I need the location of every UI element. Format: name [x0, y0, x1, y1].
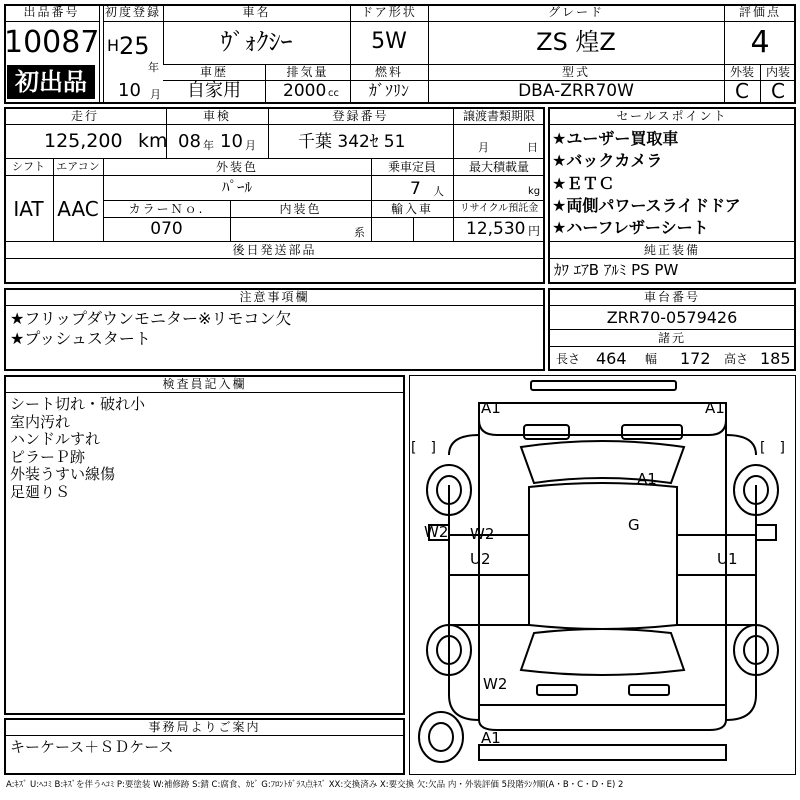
first-reg-label: 初度登録 [104, 5, 161, 19]
history: 自家用 [187, 80, 241, 101]
diagram-bracket: [ ] [760, 440, 785, 456]
displacement: 2000 [283, 81, 327, 101]
recycle-unit: 円 [528, 224, 541, 238]
aircon: AAC [57, 197, 99, 221]
later-parts-label: 後日発送部品 [232, 243, 317, 257]
car-name-label: 車名 [242, 5, 271, 19]
color-no-label: カラーＮｏ. [128, 202, 205, 216]
inspection-month-unit: 月 [245, 139, 256, 152]
first-listing-label: 初出品 [15, 68, 87, 96]
inspection-year-unit: 年 [203, 139, 214, 152]
inspector-item: 足廻りＳ [10, 483, 71, 501]
notes-item: ★フリップダウンモニター※リモコン欠 [10, 309, 292, 328]
car-outline-diagram [409, 375, 796, 775]
inspector-item: 外装うすい線傷 [10, 465, 116, 483]
sales-point-item: ★ユーザー買取車 [552, 129, 679, 148]
first-reg-month-unit: 月 [150, 88, 161, 101]
score: 4 [750, 25, 770, 60]
grade-label: グレード [547, 5, 604, 19]
notes-label: 注意事項欄 [239, 290, 310, 304]
notes-item: ★プッシュスタート [10, 329, 151, 348]
shift: IAT [13, 197, 44, 221]
reg-no-label: 登録番号 [332, 109, 389, 123]
fuel: ｶﾞｿﾘﾝ [368, 81, 409, 100]
inspection-label: 車検 [202, 109, 231, 123]
damage-mark: W2 [424, 523, 449, 541]
width-label: 幅 [645, 352, 658, 366]
door-type: 5W [371, 29, 407, 54]
sales-point-item: ★ＥＴＣ [552, 174, 615, 193]
displacement-unit: cc [328, 88, 339, 99]
sales-point-item: ★両側パワースライドドア [552, 196, 741, 215]
dims-label: 諸元 [657, 331, 686, 345]
shift-label: シフト [12, 160, 45, 173]
height: 185 [760, 349, 791, 368]
transfer-month-unit: 月 [478, 141, 489, 154]
int-color-unit: 系 [354, 226, 365, 239]
legend: A:ｷｽﾞ U:ﾍｺﾐ B:ｷｽﾞを伴うﾍｺﾐ P:要塗装 W:補修跡 S:錆 C:腐食、ｶﾋﾞ G:ﾌﾛﾝﾄｶﾞﾗｽ点ｷｽﾞ XX:交換済み X:要交換 欠:欠品 内・外装評価 5段階ﾗﾝｸ順(A・B・C・D・E) 2 [6, 780, 624, 790]
import-label: 輸入車 [390, 202, 433, 216]
inspection-year: 08 [178, 131, 201, 152]
length: 464 [596, 349, 627, 368]
inspector-item: 室内汚れ [10, 413, 71, 431]
damage-mark: W2 [470, 525, 495, 543]
displacement-label: 排気量 [286, 65, 329, 79]
first-reg-year-unit: 年 [148, 61, 159, 74]
model-code: DBA-ZRR70W [518, 81, 634, 101]
damage-mark: A1 [481, 399, 501, 417]
sales-points-label: セールスポイント [616, 109, 728, 123]
int-score-label: 内装 [765, 65, 790, 79]
chassis-label: 車台番号 [643, 290, 700, 304]
model-code-label: 型式 [561, 65, 590, 79]
width: 172 [680, 349, 711, 368]
office-label: 事務局よりご案内 [148, 720, 261, 734]
ext-color: ﾊﾟｰﾙ [221, 178, 252, 196]
inspector-item: シート切れ・破れ小 [10, 395, 146, 413]
std-equip-label: 純正装備 [643, 243, 700, 257]
lot-label: 出品番号 [23, 5, 80, 19]
max-load-label: 最大積載量 [468, 160, 529, 174]
capacity: 7 [410, 179, 421, 199]
mileage-label: 走行 [70, 109, 99, 123]
office-note: キーケース＋ＳＤケース [10, 738, 174, 756]
length-label: 長さ [556, 352, 581, 366]
lot-number: 10087 [4, 25, 100, 60]
ext-score-label: 外装 [729, 65, 754, 79]
damage-mark: A1 [637, 470, 657, 488]
damage-mark: U2 [470, 550, 491, 568]
capacity-unit: 人 [433, 185, 444, 198]
first-reg-era: H [107, 36, 120, 55]
damage-mark: A1 [705, 399, 725, 417]
door-label: ドア形状 [361, 5, 417, 19]
damage-mark: A1 [481, 729, 501, 747]
first-reg-month: 10 [118, 80, 141, 101]
mileage-unit: km [138, 130, 168, 152]
transfer-day-unit: 日 [527, 141, 538, 154]
fuel-label: 燃料 [374, 65, 403, 79]
history-label: 車歴 [199, 65, 228, 79]
inspector-item: ピラーＰ跡 [10, 448, 86, 466]
inspection-month: 10 [220, 131, 243, 152]
chassis-number: ZRR70-0579426 [606, 308, 738, 327]
std-equip: ｶﾜ ｴｱB ｱﾙﾐ PS PW [554, 261, 679, 279]
car-name: ｳﾞｫｸｼｰ [220, 28, 293, 56]
inspector-item: ハンドルすれ [10, 430, 101, 448]
max-load-unit: kg [528, 186, 541, 197]
transfer-label: 譲渡書類期限 [462, 109, 535, 123]
grade: ZS 煌Z [536, 28, 616, 56]
height-label: 高さ [724, 352, 749, 366]
int-color-label: 内装色 [279, 202, 322, 216]
recycle-fee: 12,530 [466, 219, 526, 239]
int-score: C [771, 79, 785, 103]
sales-point-item: ★バックカメラ [552, 151, 663, 170]
inspector-label: 検査員記入欄 [162, 377, 247, 391]
first-reg-year: 25 [119, 32, 150, 60]
damage-mark: G [628, 516, 640, 534]
aircon-label: エアコン [56, 160, 100, 173]
score-label: 評価点 [738, 5, 781, 19]
damage-mark: U1 [717, 550, 738, 568]
color-no: 070 [150, 219, 183, 239]
reg-no: 千葉 342ｾ 51 [298, 132, 406, 152]
ext-color-label: 外装色 [215, 160, 258, 174]
capacity-label: 乗車定員 [387, 160, 436, 174]
mileage: 125,200 [44, 130, 123, 152]
diagram-bracket: [ ] [411, 440, 436, 456]
damage-mark: W2 [483, 675, 508, 693]
ext-score: C [735, 79, 749, 103]
recycle-label: リサイクル預託金 [459, 203, 539, 214]
sales-point-item: ★ハーフレザーシート [552, 218, 709, 237]
